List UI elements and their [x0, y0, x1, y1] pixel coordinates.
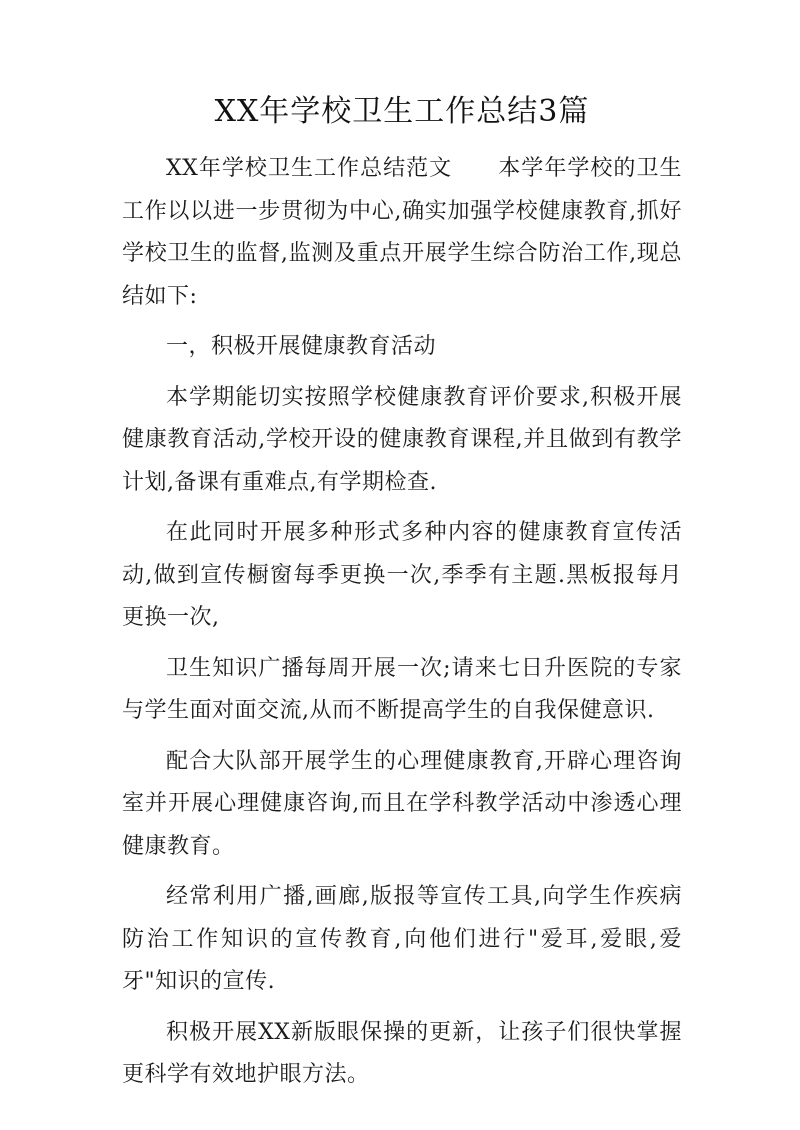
page-title: XX年学校卫生工作总结3篇	[214, 94, 590, 129]
spacer	[122, 640, 682, 648]
paragraph-1: 本学期能切实按照学校健康教育评价要求,积极开展健康教育活动,学校开设的健康教育课程,并且做到有教学计划,备课有重难点,有学期检查.	[122, 384, 682, 495]
spacer	[122, 1004, 682, 1012]
spacer	[122, 318, 682, 326]
intro-paragraph: XX年学校卫生工作总结范文 本学年学校的卫生工作以以进一步贯彻为中心,确实加强学校健康教育,抓好学校卫生的监督,监测及重点开展学生综合防治工作,现总结如下:	[122, 156, 682, 309]
paragraph-3: 卫生知识广播每周开展一次;请来七日升医院的专家与学生面对面交流,从而不断提高学生的自我保健意识.	[122, 655, 682, 723]
section-heading: 一，积极开展健康教育活动	[166, 334, 437, 359]
spacer	[122, 369, 682, 377]
spacer	[122, 868, 682, 876]
paragraph-2: 在此同时开展多种形式多种内容的健康教育宣传活动,做到宣传橱窗每季更换一次,季季有主题.黑板报每月更换一次,	[122, 520, 682, 630]
paragraph-5: 经常利用广播,画廊,版报等宣传工具,向学生作疾病防治工作知识的宣传教育,向他们进行"爱耳,爱眼,爱牙"知识的宣传.	[122, 884, 682, 994]
document-body	[122, 148, 682, 1097]
paragraph-4: 配合大队部开展学生的心理健康教育,开辟心理咨询室并开展心理健康咨询,而且在学科教学活动中渗透心理健康教育。	[122, 748, 682, 859]
spacer	[122, 733, 682, 741]
paragraph-6: 积极开展XX新版眼保操的更新，让孩子们很快掌握更科学有效地护眼方法。	[122, 1019, 682, 1087]
spacer	[122, 504, 682, 512]
